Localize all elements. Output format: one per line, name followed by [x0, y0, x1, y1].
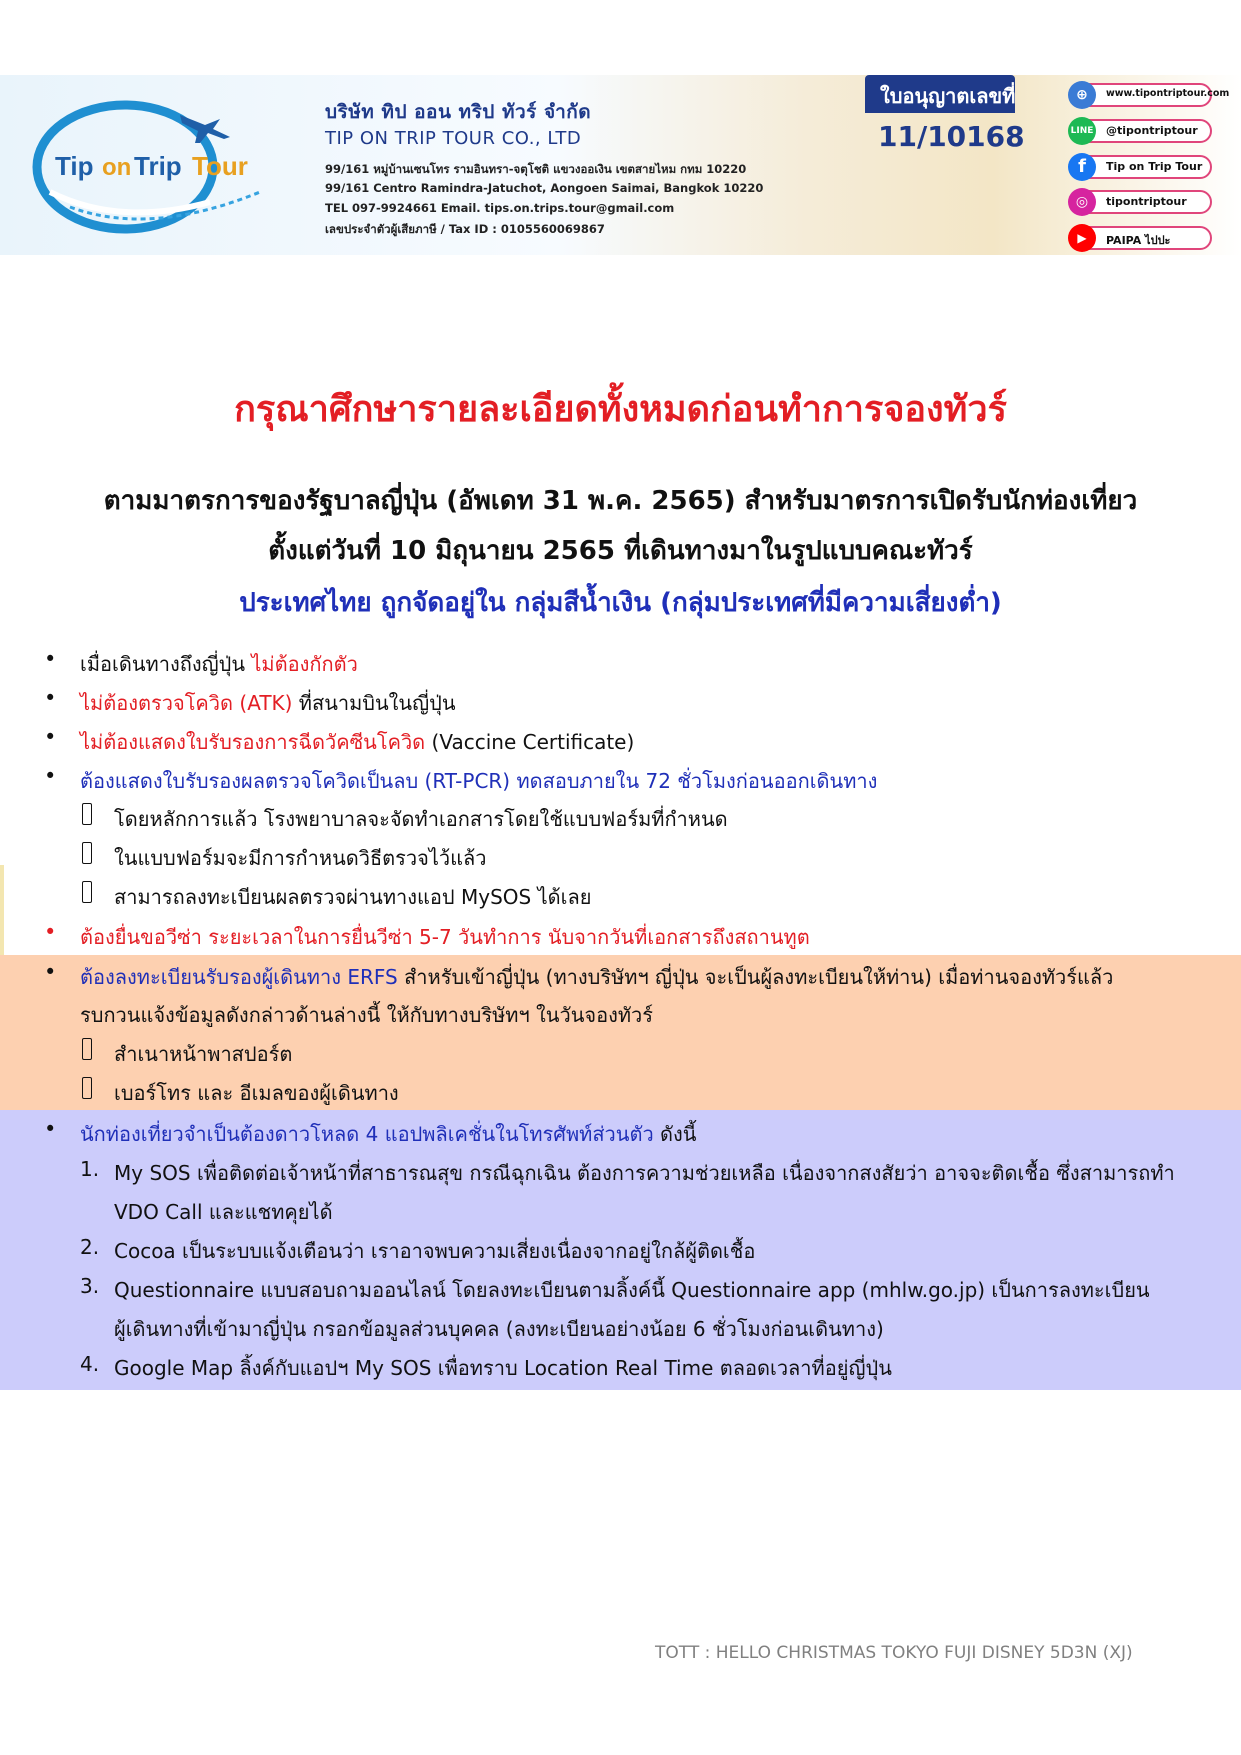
instagram-icon: ◎: [1068, 188, 1096, 216]
checkbox-square-icon: [82, 1038, 92, 1060]
sub-item: ในแบบฟอร์มจะมีการกำหนดวิธีตรวจไว้แล้ว: [114, 846, 487, 870]
numbered-item-4: Google Map ลิ้งค์กับแอปฯ My SOS เพื่อทราบ Location Real Time ตลอดเวลาที่อยู่ญี่ปุ่น: [114, 1356, 892, 1380]
facebook-icon: f: [1068, 153, 1096, 181]
license-label: ใบอนุญาตเลขที่: [880, 84, 1016, 108]
logo-text-tour: Tour: [192, 151, 248, 181]
checkbox-square-icon: [82, 803, 92, 825]
bullet-dot: •: [44, 1117, 57, 1141]
line-icon: LINE: [1068, 117, 1096, 145]
bullet-dot: •: [44, 725, 57, 749]
bullet-dot: •: [44, 920, 57, 944]
list-item-7: นักท่องเที่ยวจำเป็นต้องดาวโหลด 4 แอปพลิเคชั่นในโทรศัพท์ส่วนตัว ดังนี้: [80, 1122, 697, 1146]
logo-text-trip: Trip: [134, 151, 182, 181]
address-th: 99/161 หมู่บ้านเซนโทร รามอินทรา-จตุโชติ แขวงออเงิน เขตสายไหม กทม 10220: [325, 162, 747, 176]
sub-item: เบอร์โทร และ อีเมลของผู้เดินทาง: [114, 1081, 399, 1105]
letterhead: [0, 75, 1241, 255]
company-name-en: TIP ON TRIP TOUR CO., LTD: [325, 128, 582, 149]
bullet-dot: •: [44, 960, 57, 984]
social-youtube[interactable]: ▶ PAIPA ไปปะ: [1070, 226, 1212, 250]
left-accent: [0, 865, 4, 955]
social-line[interactable]: LINE @tipontriptour: [1070, 119, 1212, 143]
contact-info: TEL 097-9924661 Email. tips.on.trips.tour@gmail.com: [325, 201, 675, 215]
sub-item: สำเนาหน้าพาสปอร์ต: [114, 1042, 293, 1066]
logo-text-on: on: [102, 154, 132, 181]
sub-item: สามารถลงทะเบียนผลตรวจผ่านทางแอป MySOS ได้เลย: [114, 885, 592, 909]
list-number: 1.: [80, 1157, 100, 1181]
page-title: กรุณาศึกษารายละเอียดทั้งหมดก่อนทำการจองทัวร์: [234, 389, 1007, 430]
list-item-3: ไม่ต้องแสดงใบรับรองการฉีดวัคซีนโควิด (Vaccine Certificate): [80, 730, 635, 754]
globe-icon: ⊕: [1068, 81, 1096, 109]
subtitle-1: ตามมาตรการของรัฐบาลญี่ปุ่น (อัพเดท 31 พ.ค. 2565) สำหรับมาตรการเปิดรับนักท่องเที่ยว: [103, 486, 1138, 516]
youtube-icon: ▶: [1068, 224, 1096, 252]
company-logo: [30, 97, 270, 237]
company-name-th: บริษัท ทิป ออน ทริป ทัวร์ จำกัด: [325, 101, 592, 123]
list-item-5: ต้องยื่นขอวีซ่า ระยะเวลาในการยื่นวีซ่า 5-7 วันทำการ นับจากวันที่เอกสารถึงสถานทูต: [80, 925, 810, 949]
numbered-item-3-cont: ผู้เดินทางที่เข้ามาญี่ปุ่น กรอกข้อมูลส่วนบุคคล (ลงทะเบียนอย่างน้อย 6 ชั่วโมงก่อนเดินทาง): [114, 1317, 884, 1341]
subtitle-2: ตั้งแต่วันที่ 10 มิถุนายน 2565 ที่เดินทางมาในรูปแบบคณะทัวร์: [268, 536, 973, 566]
list-item-2: ไม่ต้องตรวจโควิด (ATK) ที่สนามบินในญี่ปุ่น: [80, 691, 456, 715]
list-number: 4.: [80, 1352, 100, 1376]
sub-item: โดยหลักการแล้ว โรงพยาบาลจะจัดทำเอกสารโดยใช้แบบฟอร์มที่กำหนด: [114, 807, 728, 831]
list-item-1: เมื่อเดินทางถึงญี่ปุ่น ไม่ต้องกักตัว: [80, 652, 358, 676]
social-instagram[interactable]: ◎ tipontriptour: [1070, 190, 1212, 214]
numbered-item-1: My SOS เพื่อติดต่อเจ้าหน้าที่สาธารณสุข กรณีฉุกเฉิน ต้องการความช่วยเหลือ เนื่องจากสงสัยว่า อาจจะติดเชื้อ ซึ่งสามารถทำ: [114, 1161, 1175, 1185]
list-number: 2.: [80, 1235, 100, 1259]
tax-id: เลขประจำตัวผู้เสียภาษี / Tax ID : 0105560069867: [325, 222, 605, 236]
subtitle-3: ประเทศไทย ถูกจัดอยู่ใน กลุ่มสีน้ำเงิน (กลุ่มประเทศที่มีความเสี่ยงต่ำ): [239, 588, 1002, 618]
social-website[interactable]: ⊕ www.tipontriptour.com: [1070, 83, 1212, 107]
list-item-4: ต้องแสดงใบรับรองผลตรวจโควิดเป็นลบ (RT-PCR) ทดสอบภายใน 72 ชั่วโมงก่อนออกเดินทาง: [80, 769, 878, 793]
list-number: 3.: [80, 1274, 100, 1298]
logo-text-tip: Tip: [55, 151, 94, 181]
numbered-item-3: Questionnaire แบบสอบถามออนไลน์ โดยลงทะเบียนตามลิ้งค์นี้ Questionnaire app (mhlw.go.jp) เป็นการลงทะเบียน: [114, 1278, 1150, 1302]
footer-tour-code: TOTT : HELLO CHRISTMAS TOKYO FUJI DISNEY 5D3N (XJ): [655, 1643, 1133, 1663]
list-item-6-cont: รบกวนแจ้งข้อมูลดังกล่าวด้านล่างนี้ ให้กับทางบริษัทฯ ในวันจองทัวร์: [80, 1003, 654, 1027]
checkbox-square-icon: [82, 881, 92, 903]
numbered-item-2: Cocoa เป็นระบบแจ้งเตือนว่า เราอาจพบความเสี่ยงเนื่องจากอยู่ใกล้ผู้ติดเชื้อ: [114, 1239, 756, 1263]
numbered-item-1-cont: VDO Call และแชทคุยได้: [114, 1200, 333, 1224]
bullet-dot: •: [44, 686, 57, 710]
checkbox-square-icon: [82, 1077, 92, 1099]
address-en: 99/161 Centro Ramindra-Jatuchot, Aongoen Saimai, Bangkok 10220: [325, 181, 764, 195]
social-facebook[interactable]: f Tip on Trip Tour: [1070, 155, 1212, 179]
bullet-dot: •: [44, 764, 57, 788]
checkbox-square-icon: [82, 842, 92, 864]
list-item-6: ต้องลงทะเบียนรับรองผู้เดินทาง ERFS สำหรับเข้าญี่ปุ่น (ทางบริษัทฯ ญี่ปุ่น จะเป็นผู้ลงทะเบียนให้ท่าน) เมื่อท่านจองทัวร์แล้ว: [80, 965, 1114, 989]
bullet-dot: •: [44, 647, 57, 671]
license-number: 11/10168: [878, 120, 1025, 153]
